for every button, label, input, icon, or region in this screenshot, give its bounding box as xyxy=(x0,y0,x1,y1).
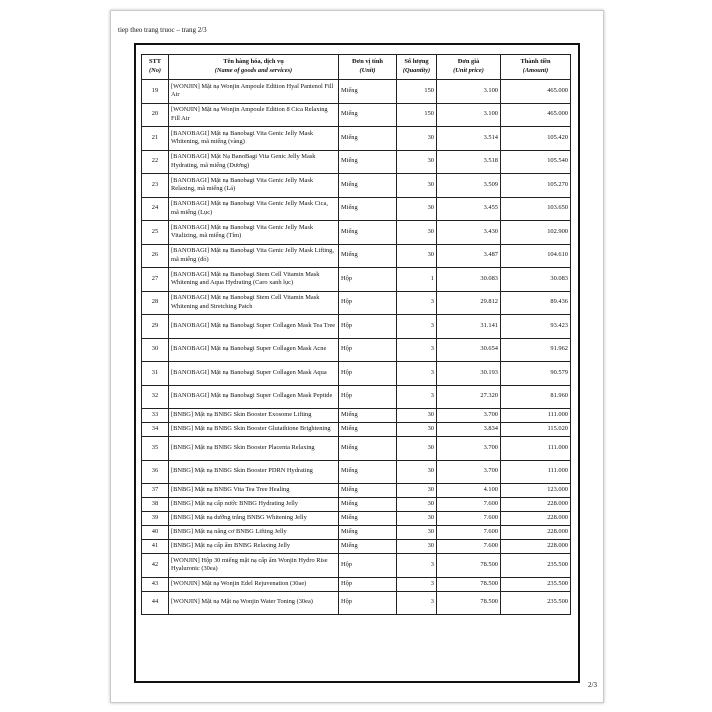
row-quantity: 3 xyxy=(397,577,437,591)
row-stt: 24 xyxy=(142,197,169,221)
row-amount: 123.000 xyxy=(501,484,571,498)
row-unit-price: 4.100 xyxy=(437,484,501,498)
row-unit: Miếng xyxy=(339,244,397,268)
row-unit-price: 3.509 xyxy=(437,174,501,198)
row-name: [BNBG] Mặt nạ nâng cơ BNBG Lifting Jelly xyxy=(169,526,339,540)
row-amount: 105.540 xyxy=(501,150,571,174)
row-unit: Hộp xyxy=(339,362,397,386)
row-unit-price: 3.700 xyxy=(437,437,501,461)
row-stt: 20 xyxy=(142,103,169,127)
row-unit: Miếng xyxy=(339,197,397,221)
row-stt: 32 xyxy=(142,385,169,409)
row-stt: 36 xyxy=(142,460,169,484)
row-name: [BANOBAGI] Mặt nạ Banobagi Super Collagen Mask Tea Tree xyxy=(169,315,339,339)
row-stt: 33 xyxy=(142,409,169,423)
row-unit-price: 3.455 xyxy=(437,197,501,221)
table-row xyxy=(142,221,571,245)
goods-table xyxy=(141,54,571,615)
row-stt: 30 xyxy=(142,338,169,362)
row-unit-price: 7.600 xyxy=(437,498,501,512)
row-unit-price: 3.514 xyxy=(437,127,501,151)
row-name: [BANOBAGI] Mặt nạ Banobagi Vita Genic Jelly Mask Vitalizing, mã miếng (Tím) xyxy=(169,221,339,245)
row-unit-price: 78.500 xyxy=(437,591,501,615)
row-amount: 91.962 xyxy=(501,338,571,362)
row-quantity: 3 xyxy=(397,385,437,409)
row-name: [BNBG] Mặt nạ BNBG Skin Booster PDRN Hydrating xyxy=(169,460,339,484)
row-quantity: 3 xyxy=(397,291,437,315)
row-amount: 235.500 xyxy=(501,577,571,591)
row-amount: 105.270 xyxy=(501,174,571,198)
row-name: [WONJIN] Mặt nạ Wonjin Ampoule Edition 8 Cica Relaxing Fill Air xyxy=(169,103,339,127)
table-row xyxy=(142,591,571,615)
table-row xyxy=(142,498,571,512)
row-quantity: 150 xyxy=(397,103,437,127)
row-unit-price: 78.500 xyxy=(437,554,501,578)
row-name: [BANOBAGI] Mặt nạ Banobagi Stem Cell Vitamin Mask Whitening and Aqua Hydrating (Caro xanh lục) xyxy=(169,268,339,292)
table-body xyxy=(142,80,571,615)
row-name: [BNBG] Mặt nạ cấp ẩm BNBG Relaxing Jelly xyxy=(169,540,339,554)
row-quantity: 30 xyxy=(397,526,437,540)
header-quantity: Số lượng (Quantity) xyxy=(397,55,437,80)
row-amount: 228.000 xyxy=(501,498,571,512)
table-row xyxy=(142,484,571,498)
table-row xyxy=(142,174,571,198)
table-row xyxy=(142,103,571,127)
row-stt: 25 xyxy=(142,221,169,245)
row-stt: 44 xyxy=(142,591,169,615)
row-amount: 228.000 xyxy=(501,512,571,526)
row-quantity: 30 xyxy=(397,484,437,498)
row-unit: Hộp xyxy=(339,591,397,615)
row-unit: Hộp xyxy=(339,385,397,409)
row-stt: 35 xyxy=(142,437,169,461)
row-name: [BANOBAGI] Mặt nạ Banobagi Vita Genic Jelly Mask Whitening, mã miếng (vàng) xyxy=(169,127,339,151)
row-stt: 28 xyxy=(142,291,169,315)
table-row xyxy=(142,409,571,423)
row-unit: Miếng xyxy=(339,484,397,498)
header-stt: STT (No) xyxy=(142,55,169,80)
row-amount: 115.020 xyxy=(501,423,571,437)
row-stt: 19 xyxy=(142,80,169,104)
row-stt: 21 xyxy=(142,127,169,151)
row-quantity: 30 xyxy=(397,150,437,174)
row-stt: 43 xyxy=(142,577,169,591)
row-quantity: 30 xyxy=(397,540,437,554)
row-name: [BNBG] Mặt nạ BNBG Vita Tea Tree Healing xyxy=(169,484,339,498)
row-unit: Miếng xyxy=(339,540,397,554)
row-quantity: 30 xyxy=(397,498,437,512)
row-unit: Miếng xyxy=(339,103,397,127)
header-unit-price: Đơn giá (Unit price) xyxy=(437,55,501,80)
row-stt: 39 xyxy=(142,512,169,526)
row-stt: 26 xyxy=(142,244,169,268)
row-stt: 29 xyxy=(142,315,169,339)
row-unit-price: 29.812 xyxy=(437,291,501,315)
row-unit: Hộp xyxy=(339,268,397,292)
table-row xyxy=(142,291,571,315)
row-quantity: 150 xyxy=(397,80,437,104)
row-name: [WONJIN] Mặt nạ Mặt nạ Wonjin Water Toning (30ea) xyxy=(169,591,339,615)
row-unit: Miếng xyxy=(339,460,397,484)
row-name: [BNBG] Mặt nạ cấp nước BNBG Hydrating Jelly xyxy=(169,498,339,512)
row-amount: 103.650 xyxy=(501,197,571,221)
invoice-frame xyxy=(134,43,580,683)
row-stt: 37 xyxy=(142,484,169,498)
table-row xyxy=(142,512,571,526)
row-name: [BANOBAGI] Mặt Nạ BanoBagi Vita Genic Jelly Mask Hydrating, mã miếng (Dương) xyxy=(169,150,339,174)
header-unit: Đơn vị tính (Unit) xyxy=(339,55,397,80)
row-unit-price: 3.487 xyxy=(437,244,501,268)
row-name: [BANOBAGI] Mặt nạ Banobagi Super Collagen Mask Aqua xyxy=(169,362,339,386)
row-stt: 38 xyxy=(142,498,169,512)
continuation-note: tiep theo trang truoc – trang 2/3 xyxy=(118,26,207,34)
row-unit: Miếng xyxy=(339,526,397,540)
row-quantity: 30 xyxy=(397,174,437,198)
header-name: Tên hàng hóa, dịch vụ (Name of goods and services) xyxy=(169,55,339,80)
row-unit: Hộp xyxy=(339,338,397,362)
row-quantity: 3 xyxy=(397,362,437,386)
table-row xyxy=(142,577,571,591)
table-row xyxy=(142,540,571,554)
table-row xyxy=(142,423,571,437)
row-amount: 111.000 xyxy=(501,437,571,461)
row-unit: Miếng xyxy=(339,221,397,245)
row-name: [BNBG] Mặt nạ BNBG Skin Booster Placenta Relaxing xyxy=(169,437,339,461)
invoice-page xyxy=(110,10,604,703)
row-amount: 228.000 xyxy=(501,540,571,554)
row-amount: 89.436 xyxy=(501,291,571,315)
row-name: [BANOBAGI] Mặt nạ Banobagi Vita Genic Jelly Mask Lifting, mã miếng (đỏ) xyxy=(169,244,339,268)
row-amount: 235.500 xyxy=(501,554,571,578)
table-row xyxy=(142,385,571,409)
row-unit-price: 7.600 xyxy=(437,540,501,554)
row-amount: 111.000 xyxy=(501,460,571,484)
row-unit: Miếng xyxy=(339,409,397,423)
row-amount: 105.420 xyxy=(501,127,571,151)
row-quantity: 1 xyxy=(397,268,437,292)
row-name: [WONJIN] Mặt nạ Wonjin Edel Rejuvenation (30ae) xyxy=(169,577,339,591)
row-unit: Hộp xyxy=(339,291,397,315)
row-name: [BANOBAGI] Mặt nạ Banobagi Vita Genic Jelly Mask Relaxing, mã miếng (Lá) xyxy=(169,174,339,198)
row-quantity: 3 xyxy=(397,554,437,578)
table-row xyxy=(142,127,571,151)
row-stt: 40 xyxy=(142,526,169,540)
row-unit-price: 30.193 xyxy=(437,362,501,386)
table-header-row xyxy=(142,55,571,80)
row-name: [BANOBAGI] Mặt nạ Banobagi Vita Genic Jelly Mask Cica, mã miếng (Lục) xyxy=(169,197,339,221)
row-unit-price: 3.700 xyxy=(437,409,501,423)
table-row xyxy=(142,244,571,268)
row-unit-price: 30.083 xyxy=(437,268,501,292)
table-row xyxy=(142,268,571,292)
row-quantity: 30 xyxy=(397,409,437,423)
row-name: [BNBG] Mặt nạ BNBG Skin Booster Glutathione Brightening xyxy=(169,423,339,437)
row-quantity: 3 xyxy=(397,315,437,339)
row-quantity: 3 xyxy=(397,591,437,615)
row-stt: 23 xyxy=(142,174,169,198)
row-name: [BANOBAGI] Mặt nạ Banobagi Stem Cell Vitamin Mask Whitening and Stretching Patch xyxy=(169,291,339,315)
row-unit-price: 27.320 xyxy=(437,385,501,409)
row-quantity: 30 xyxy=(397,460,437,484)
row-amount: 102.900 xyxy=(501,221,571,245)
table-row xyxy=(142,315,571,339)
row-unit: Miếng xyxy=(339,174,397,198)
table-row xyxy=(142,80,571,104)
row-stt: 34 xyxy=(142,423,169,437)
row-quantity: 30 xyxy=(397,437,437,461)
row-amount: 104.610 xyxy=(501,244,571,268)
table-row xyxy=(142,526,571,540)
row-unit: Miếng xyxy=(339,150,397,174)
table-row xyxy=(142,197,571,221)
row-amount: 228.000 xyxy=(501,526,571,540)
row-amount: 111.000 xyxy=(501,409,571,423)
table-row xyxy=(142,338,571,362)
row-unit-price: 31.141 xyxy=(437,315,501,339)
row-unit-price: 3.430 xyxy=(437,221,501,245)
row-stt: 27 xyxy=(142,268,169,292)
row-unit: Miếng xyxy=(339,498,397,512)
row-unit: Miếng xyxy=(339,80,397,104)
row-unit-price: 78.500 xyxy=(437,577,501,591)
row-amount: 90.579 xyxy=(501,362,571,386)
row-amount: 81.960 xyxy=(501,385,571,409)
row-amount: 93.423 xyxy=(501,315,571,339)
row-quantity: 30 xyxy=(397,127,437,151)
row-name: [WONJIN] Hộp 30 miếng mặt nạ cấp ẩm Wonjin Hydro Rise Hyaluronic (30ea) xyxy=(169,554,339,578)
header-amount: Thành tiền (Amount) xyxy=(501,55,571,80)
row-unit: Miếng xyxy=(339,423,397,437)
row-name: [BNBG] Mặt nạ BNBG Skin Booster Exosome Lifting xyxy=(169,409,339,423)
row-stt: 31 xyxy=(142,362,169,386)
table-row xyxy=(142,460,571,484)
row-amount: 30.083 xyxy=(501,268,571,292)
row-unit: Miếng xyxy=(339,437,397,461)
row-stt: 42 xyxy=(142,554,169,578)
row-quantity: 3 xyxy=(397,338,437,362)
row-stt: 41 xyxy=(142,540,169,554)
row-unit: Hộp xyxy=(339,315,397,339)
row-stt: 22 xyxy=(142,150,169,174)
row-name: [BANOBAGI] Mặt nạ Banobagi Super Collagen Mask Peptide xyxy=(169,385,339,409)
row-quantity: 30 xyxy=(397,197,437,221)
row-unit: Hộp xyxy=(339,577,397,591)
row-amount: 235.500 xyxy=(501,591,571,615)
row-unit-price: 3.100 xyxy=(437,80,501,104)
table-row xyxy=(142,554,571,578)
row-unit-price: 30.654 xyxy=(437,338,501,362)
row-unit: Miếng xyxy=(339,127,397,151)
page-number: 2/3 xyxy=(588,681,597,689)
row-quantity: 30 xyxy=(397,221,437,245)
row-unit-price: 3.518 xyxy=(437,150,501,174)
row-amount: 465.000 xyxy=(501,80,571,104)
row-unit-price: 3.834 xyxy=(437,423,501,437)
table-row xyxy=(142,150,571,174)
row-unit-price: 3.100 xyxy=(437,103,501,127)
row-quantity: 30 xyxy=(397,423,437,437)
row-quantity: 30 xyxy=(397,244,437,268)
row-unit-price: 7.600 xyxy=(437,526,501,540)
row-unit: Hộp xyxy=(339,554,397,578)
table-row xyxy=(142,437,571,461)
row-name: [BNBG] Mặt nạ dưỡng trắng BNBG Whitening Jelly xyxy=(169,512,339,526)
row-quantity: 30 xyxy=(397,512,437,526)
row-name: [BANOBAGI] Mặt nạ Banobagi Super Collagen Mask Acne xyxy=(169,338,339,362)
table-row xyxy=(142,362,571,386)
row-name: [WONJIN] Mặt nạ Wonjin Ampoule Edition Hyal Pantenol Fill Air xyxy=(169,80,339,104)
row-unit-price: 7.600 xyxy=(437,512,501,526)
row-unit-price: 3.700 xyxy=(437,460,501,484)
row-amount: 465.000 xyxy=(501,103,571,127)
row-unit: Miếng xyxy=(339,512,397,526)
